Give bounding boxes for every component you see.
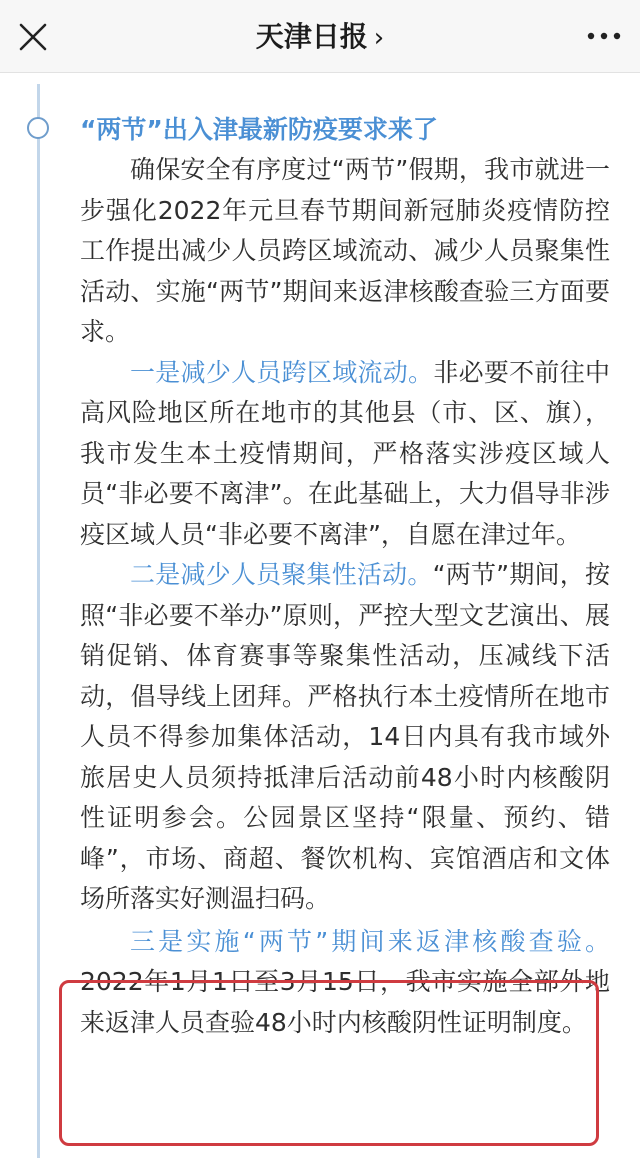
section1-body: 非必要不前往中高风险地区所在地市的其他县（市、区、旗），我市发生本土疫情期间，严格落实涉疫区域人员“非必要不离津”。在此基础上，大力倡导非涉疫区域人员“非必要不离津”，自愿在津过年。 [80, 357, 610, 549]
section2-title: 二是减少人员聚集性活动。 [130, 560, 433, 589]
intro-text: 确保安全有序度过“两节”假期，我市就进一步强化2022年元旦春节期间新冠肺炎疫情防控工作提出减少人员跨区域流动、减少人员聚集性活动、实施“两节”期间来返津核酸查验三方面要求。 [80, 155, 610, 346]
account-title-link[interactable] [0, 20, 640, 55]
section3-paragraph [80, 922, 610, 1044]
article-body [80, 110, 610, 1043]
section1-paragraph [80, 353, 610, 556]
timeline-dot-icon [27, 117, 49, 139]
account-title: 天津日报 [255, 20, 368, 53]
article-headline: “两节”出入津最新防疫要求来了 [80, 115, 438, 144]
intro-paragraph [80, 150, 610, 353]
top-nav-bar [0, 0, 640, 73]
more-dots-icon[interactable] [584, 26, 624, 46]
section3-title: 三是实施“两节”期间来返津核酸查验。 [130, 926, 610, 956]
timeline-line [37, 84, 40, 1158]
chevron-right-icon: › [373, 23, 385, 53]
section1-title: 一是减少人员跨区域流动。 [130, 357, 434, 387]
section2-body: “两节”期间，按照“非必要不举办”原则，严控大型文艺演出、展销促销、体育赛事等聚集性活动，压减线下活动，倡导线上团拜。严格执行本土疫情所在地市人员不得参加集体活动，14日内具有我市域外旅居史人员须持抵津后活动前48小时内核酸阴性证明参会。公园景区坚持“限量、预约、错峰”，市场、商超、餐饮机构、宾馆酒店和文体场所落实好测温扫码。 [80, 560, 610, 913]
section3-body: 2022年1月1日至3月15日，我市实施全部外地来返津人员查验48小时内核酸阴性证明制度。 [80, 967, 610, 1037]
section2-paragraph [80, 555, 610, 920]
